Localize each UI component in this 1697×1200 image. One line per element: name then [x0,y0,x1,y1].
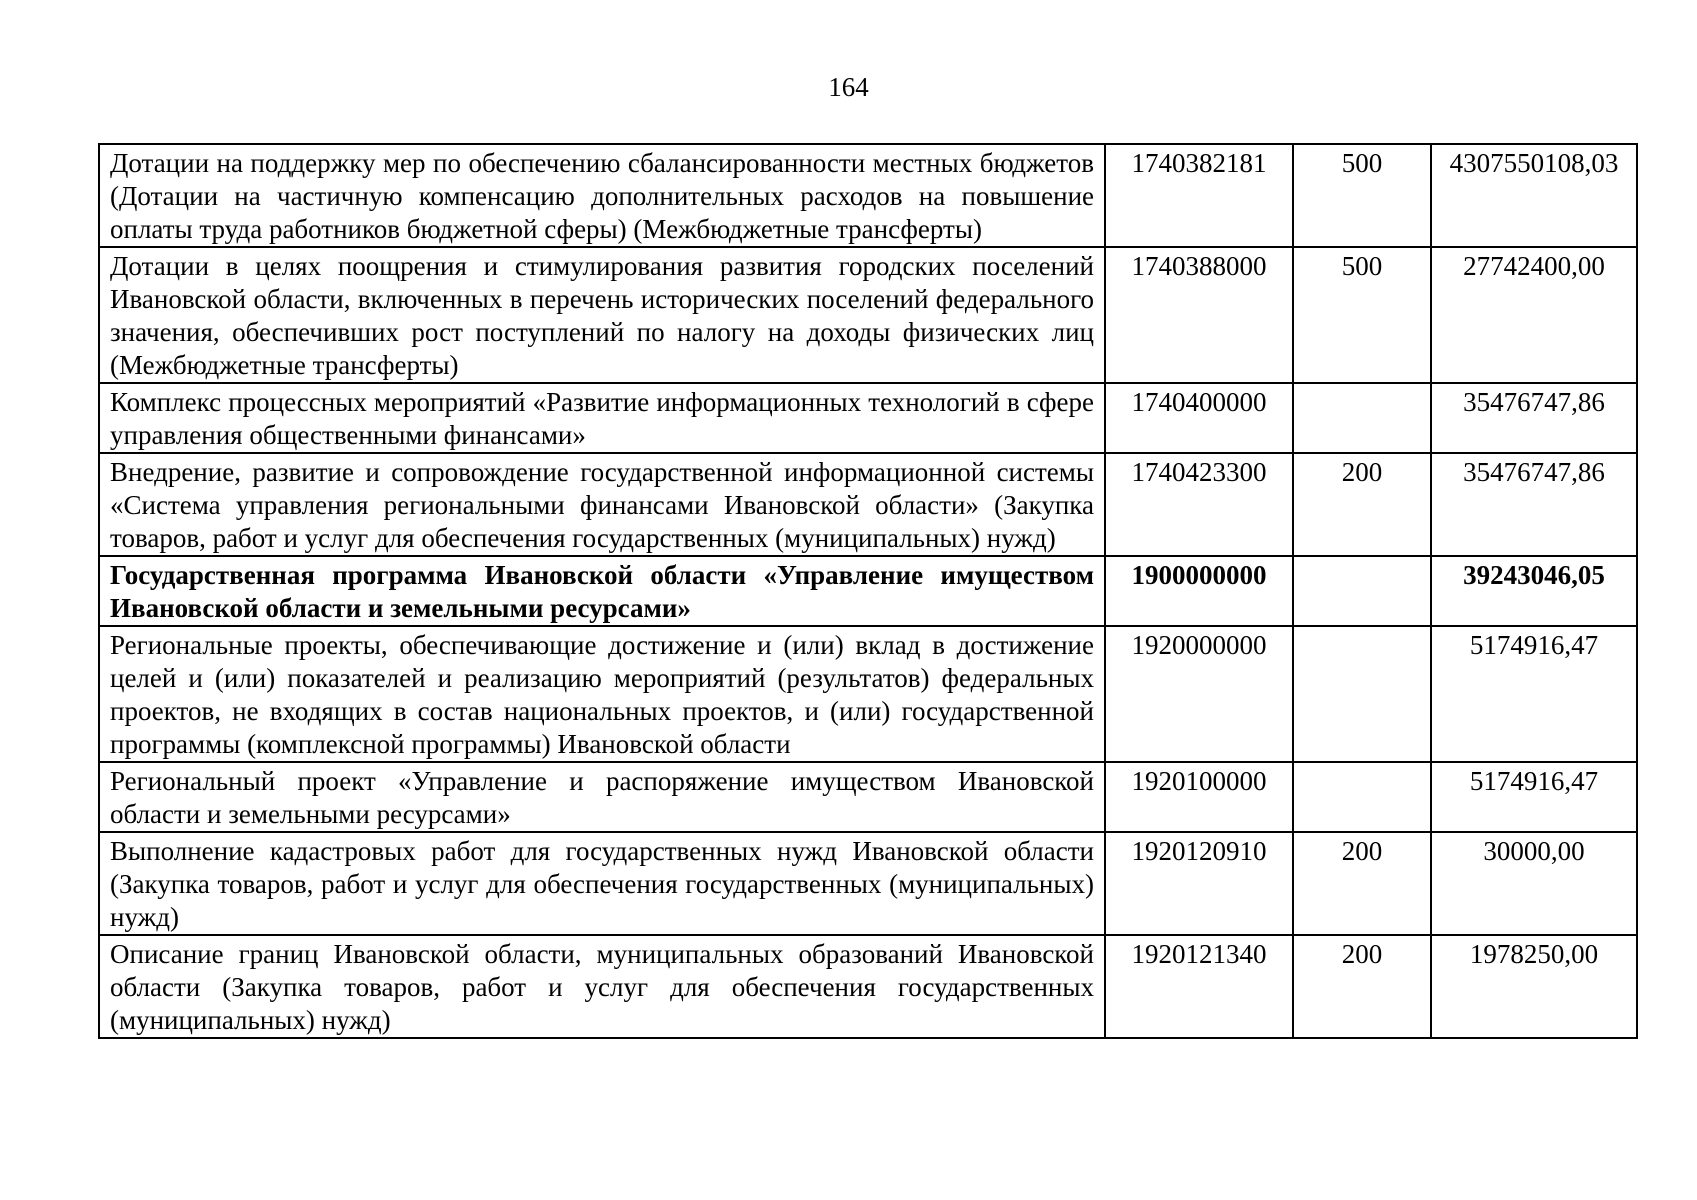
row-expense-type: 500 [1293,144,1431,247]
page-number: 164 [828,72,869,102]
table-row [99,832,1637,935]
table-row-program-total [99,556,1637,626]
table-row [99,626,1637,762]
row-code: 1920000000 [1105,626,1293,762]
row-sum: 35476747,86 [1431,453,1637,556]
row-name: Выполнение кадастровых работ для государственных нужд Ивановской области (Закупка товаров, работ и услуг для обеспечения государственных (муниципальных) нужд) [99,832,1105,935]
row-code: 1740423300 [1105,453,1293,556]
row-sum: 27742400,00 [1431,247,1637,383]
row-code: 1920121340 [1105,935,1293,1038]
row-code: 1920100000 [1105,762,1293,832]
table-row [99,453,1637,556]
row-expense-type [1293,556,1431,626]
row-expense-type [1293,762,1431,832]
row-code: 1920120910 [1105,832,1293,935]
row-code: 1740382181 [1105,144,1293,247]
table-row [99,762,1637,832]
row-name: Описание границ Ивановской области, муниципальных образований Ивановской области (Закупка товаров, работ и услуг для обеспечения государственных (муниципальных) нужд) [99,935,1105,1038]
row-name: Региональные проекты, обеспечивающие достижение и (или) вклад в достижение целей и (или) показателей и реализацию мероприятий (результатов) федеральных проектов, не входящих в состав национальных проектов, и (или) государственной программы (комплексной программы) Ивановской области [99,626,1105,762]
table-row [99,383,1637,453]
row-expense-type: 500 [1293,247,1431,383]
row-name: Дотации на поддержку мер по обеспечению сбалансированности местных бюджетов (Дотации на частичную компенсацию дополнительных расходов на повышение оплаты труда работников бюджетной сферы) (Межбюджетные трансферты) [99,144,1105,247]
row-code: 1740388000 [1105,247,1293,383]
row-expense-type: 200 [1293,832,1431,935]
row-expense-type: 200 [1293,935,1431,1038]
row-name: Дотации в целях поощрения и стимулирования развития городских поселений Ивановской области, включенных в перечень исторических поселений федерального значения, обеспечивших рост поступлений по налогу на доходы физических лиц (Межбюджетные трансферты) [99,247,1105,383]
row-code: 1740400000 [1105,383,1293,453]
row-sum: 5174916,47 [1431,626,1637,762]
row-name: Комплекс процессных мероприятий «Развитие информационных технологий в сфере управления общественными финансами» [99,383,1105,453]
row-expense-type [1293,383,1431,453]
row-sum: 39243046,05 [1431,556,1637,626]
row-name: Государственная программа Ивановской области «Управление имуществом Ивановской области и земельными ресурсами» [99,556,1105,626]
row-name: Региональный проект «Управление и распоряжение имуществом Ивановской области и земельными ресурсами» [99,762,1105,832]
row-sum: 1978250,00 [1431,935,1637,1038]
budget-table [98,143,1638,1039]
row-expense-type [1293,626,1431,762]
row-sum: 35476747,86 [1431,383,1637,453]
row-sum: 4307550108,03 [1431,144,1637,247]
row-sum: 5174916,47 [1431,762,1637,832]
row-code: 1900000000 [1105,556,1293,626]
table-row [99,935,1637,1038]
row-sum: 30000,00 [1431,832,1637,935]
row-expense-type: 200 [1293,453,1431,556]
table-row [99,247,1637,383]
row-name: Внедрение, развитие и сопровождение государственной информационной системы «Система управления региональными финансами Ивановской области» (Закупка товаров, работ и услуг для обеспечения государственных (муниципальных) нужд) [99,453,1105,556]
table-row [99,144,1637,247]
